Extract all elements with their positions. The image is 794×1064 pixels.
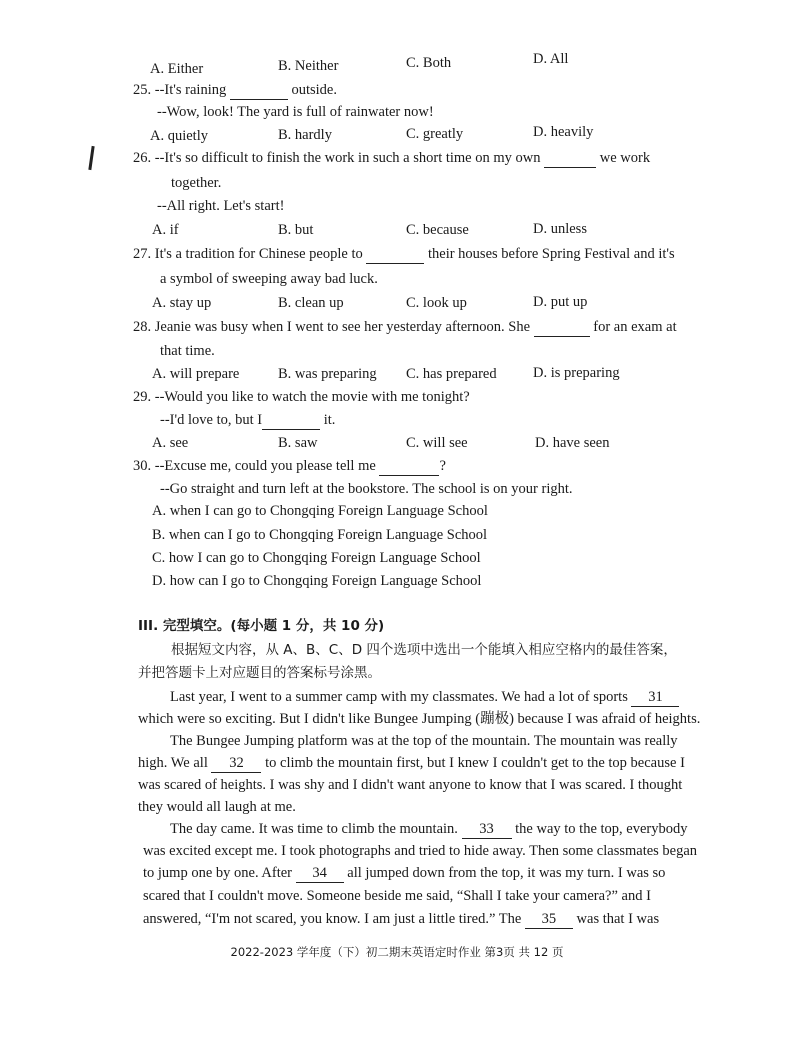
q26-stem	[133, 149, 650, 168]
q30-number: 30.	[133, 458, 152, 474]
passage-text: high. We all	[138, 755, 208, 771]
q24-option-b: B. Neither	[278, 58, 339, 74]
q26-text-pre: --It's so difficult to finish the work in such a short time on my own	[154, 150, 541, 166]
passage-line: was excited except me. I took photographs and tried to hide away. Then some classmates began	[143, 843, 698, 859]
q25-number: 25.	[133, 82, 152, 98]
q26-reply: --All right. Let's start!	[157, 198, 285, 214]
passage-text: was that I was	[576, 911, 660, 927]
passage-line	[170, 688, 679, 707]
q25-reply: --Wow, look! The yard is full of rainwater now!	[157, 104, 434, 120]
q25-text-pre: --It's raining	[154, 82, 227, 98]
q26-option-b: B. but	[278, 222, 314, 238]
q25-option-a: A. quietly	[150, 128, 208, 144]
blank-33: 33	[462, 820, 512, 839]
blank-31: 31	[631, 688, 679, 707]
passage-line	[170, 820, 688, 839]
q28-text-post: for an exam at	[593, 319, 677, 335]
q27-blank	[366, 245, 424, 264]
q29-text-post: it.	[323, 412, 336, 428]
q25-stem	[133, 81, 337, 100]
q30-text-pre: --Excuse me, could you please tell me	[154, 458, 376, 474]
q29-text-pre: --I'd love to, but I	[160, 412, 263, 428]
q29-option-b: B. saw	[278, 435, 318, 451]
q28-cont: that time.	[160, 343, 215, 359]
q29-stem	[133, 388, 470, 406]
q27-option-b: B. clean up	[278, 295, 344, 311]
section-title: III. 完型填空。(每小题 1 分，共 10 分)	[138, 618, 385, 634]
q27-number: 27.	[133, 246, 152, 262]
q29-option-d: D. have seen	[535, 435, 610, 451]
section-instruction-1: 根据短文内容，从 A、B、C、D 四个选项中选出一个能填入相应空格内的最佳答案，	[171, 642, 677, 658]
q30-option-a: A. when I can go to Chongqing Foreign Language School	[152, 503, 488, 519]
passage-text: to jump one by one. After	[143, 865, 293, 881]
q30-option-c: C. how I can go to Chongqing Foreign Language School	[152, 550, 481, 566]
passage-text: to climb the mountain first, but I knew I couldn't get to the top because I	[265, 755, 685, 771]
q29-line1: --Would you like to watch the movie with me tonight?	[154, 389, 470, 405]
q28-option-c: C. has prepared	[406, 366, 497, 382]
blank-32: 32	[211, 754, 261, 773]
q27-option-a: A. stay up	[152, 295, 212, 311]
q28-blank	[534, 318, 590, 337]
q29-reply	[160, 411, 335, 430]
q29-option-a: A. see	[152, 435, 189, 451]
q24-option-c: C. Both	[406, 55, 452, 71]
section-instruction-2: 并把答题卡上对应题目的答案标号涂黑。	[138, 665, 381, 681]
q29-number: 29.	[133, 389, 152, 405]
q28-text-pre: Jeanie was busy when I went to see her yesterday afternoon. She	[154, 319, 531, 335]
q27-cont: a symbol of sweeping away bad luck.	[160, 271, 378, 287]
passage-line: The Bungee Jumping platform was at the top of the mountain. The mountain was really	[170, 733, 678, 749]
q28-number: 28.	[133, 319, 152, 335]
q29-blank	[262, 411, 320, 430]
q28-option-b: B. was preparing	[278, 366, 377, 382]
q29-option-c: C. will see	[406, 435, 468, 451]
q26-text-post: we work	[599, 150, 651, 166]
q27-text-post: their houses before Spring Festival and it's	[427, 246, 675, 262]
blank-34: 34	[296, 864, 344, 883]
pen-mark	[88, 146, 94, 170]
page-footer: 2022-2023 学年度（下）初二期末英语定时作业 第3页 共 12 页	[230, 945, 564, 959]
passage-line: they would all laugh at me.	[138, 799, 296, 815]
passage-line: was scared of heights. I was shy and I didn't want anyone to know that I was scared. I thought	[138, 777, 683, 793]
q30-option-d: D. how can I go to Chongqing Foreign Language School	[152, 573, 482, 589]
passage-line	[143, 864, 665, 883]
q28-stem	[133, 318, 677, 337]
q26-number: 26.	[133, 150, 152, 166]
q27-text-pre: It's a tradition for Chinese people to	[154, 246, 363, 262]
q25-option-d: D. heavily	[533, 124, 594, 140]
passage-line: scared that I couldn't move. Someone beside me said, “Shall I take your camera?” and I	[143, 888, 651, 904]
passage-line	[143, 910, 659, 929]
q24-option-d: D. All	[533, 51, 569, 67]
q26-blank	[544, 149, 596, 168]
q26-option-a: A. if	[152, 222, 179, 238]
passage-text: Last year, I went to a summer camp with my classmates. We had a lot of sports	[170, 689, 628, 705]
q25-blank	[230, 81, 288, 100]
passage-text: The day came. It was time to climb the mountain.	[170, 821, 458, 837]
q25-text-post: outside.	[291, 82, 337, 98]
q27-option-c: C. look up	[406, 295, 467, 311]
q30-text-post: ?	[439, 458, 446, 474]
q25-option-b: B. hardly	[278, 127, 332, 143]
passage-text: answered, “I'm not scared, you know. I am just a little tired.” The	[143, 911, 522, 927]
passage-text: all jumped down from the top, it was my turn. I was so	[347, 865, 666, 881]
q25-option-c: C. greatly	[406, 126, 464, 142]
passage-line: which were so exciting. But I didn't like Bungee Jumping (蹦极) because I was afraid of heights.	[138, 711, 701, 727]
q27-stem	[133, 245, 675, 264]
q28-option-d: D. is preparing	[533, 365, 620, 381]
q30-stem	[133, 457, 446, 476]
q26-option-c: C. because	[406, 222, 469, 238]
q30-reply: --Go straight and turn left at the bookstore. The school is on your right.	[160, 481, 573, 497]
passage-line	[138, 754, 685, 773]
q26-option-d: D. unless	[533, 221, 587, 237]
q24-option-a: A. Either	[150, 61, 204, 77]
q30-blank	[379, 457, 439, 476]
q28-option-a: A. will prepare	[152, 366, 240, 382]
q30-option-b: B. when can I go to Chongqing Foreign Language School	[152, 527, 488, 543]
q26-cont: together.	[171, 175, 222, 191]
blank-35: 35	[525, 910, 573, 929]
q27-option-d: D. put up	[533, 294, 588, 310]
passage-text: the way to the top, everybody	[515, 821, 688, 837]
